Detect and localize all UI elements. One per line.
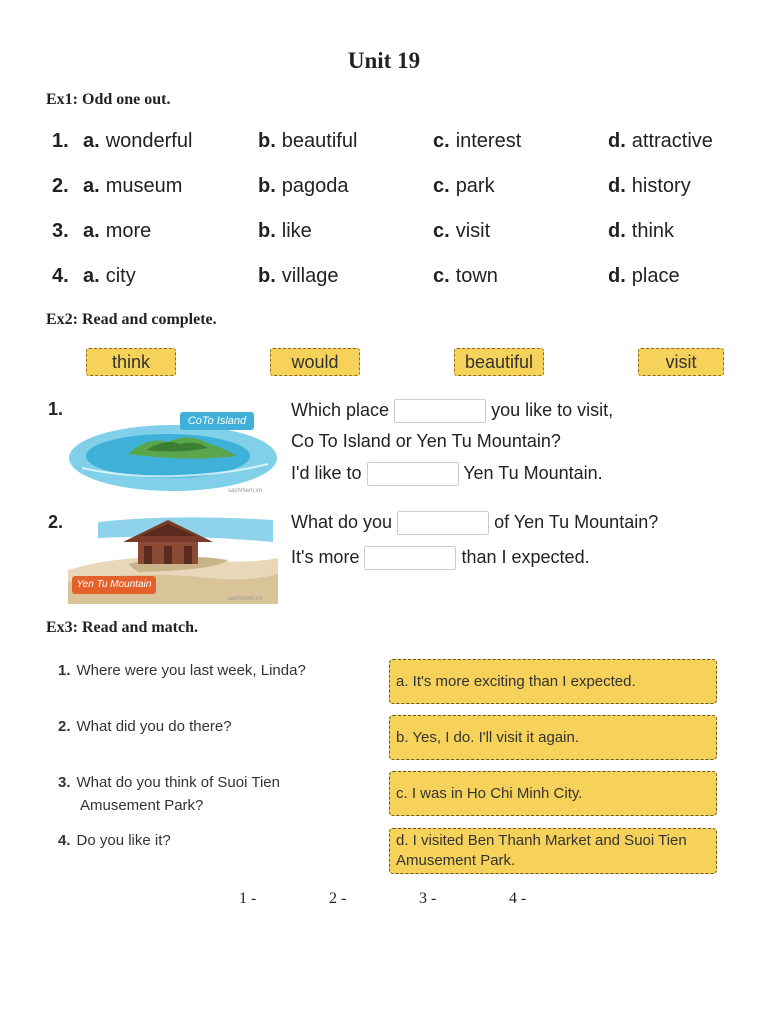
ex2-item-1-line-1: Which place you like to visit, xyxy=(291,398,613,423)
ex1-row-number: 4. xyxy=(52,265,69,287)
match-answer-d[interactable]: d. I visited Ben Thanh Market and Suoi Tien Amusement Park. xyxy=(389,828,717,874)
match-question: 3. What do you think of Suoi Tien Amusement Park? xyxy=(58,774,280,814)
answer-key-2: 2 - xyxy=(329,890,347,907)
ex1-option-b[interactable]: b. like xyxy=(258,220,312,242)
match-question: 2. What did you do there? xyxy=(58,718,232,735)
ex1-option-a[interactable]: a. museum xyxy=(83,175,183,197)
ex1-option-a[interactable]: a. city xyxy=(83,265,136,287)
ex1-option-d[interactable]: d. think xyxy=(608,220,675,242)
ex1-option-b[interactable]: b. pagoda xyxy=(258,175,349,197)
ex1-option-c[interactable]: c. park xyxy=(433,175,495,197)
word-bank-think[interactable]: think xyxy=(86,348,176,376)
image-credit: sachmem.vn xyxy=(228,488,263,494)
image-label: CoTo Island xyxy=(187,415,247,427)
ex1-option-c[interactable]: c. interest xyxy=(433,130,522,152)
answer-key-3: 3 - xyxy=(419,890,437,907)
co-to-island-image xyxy=(68,406,278,498)
yen-tu-mountain-image xyxy=(68,512,278,604)
ex1-option-a[interactable]: a. wonderful xyxy=(83,130,193,152)
match-answer-c[interactable]: c. I was in Ho Chi Minh City. xyxy=(389,771,717,816)
ex1-option-d[interactable]: d. place xyxy=(608,265,680,287)
ex1-option-b[interactable]: b. beautiful xyxy=(258,130,358,152)
page-title: Unit 19 xyxy=(347,48,421,73)
blank-input[interactable] xyxy=(364,546,456,570)
ex1-option-d[interactable]: d. history xyxy=(608,175,691,197)
match-answer-a[interactable]: a. It's more exciting than I expected. xyxy=(389,659,717,704)
ex1-row-number: 3. xyxy=(52,220,69,242)
image-credit: sachmem.vn xyxy=(228,596,263,602)
ex1-option-b[interactable]: b. village xyxy=(258,265,339,287)
match-answer-b[interactable]: b. Yes, I do. I'll visit it again. xyxy=(389,715,717,760)
ex2-item-2-line-2: It's more than I expected. xyxy=(291,545,590,570)
ex1-heading: Ex1: Odd one out. xyxy=(46,91,171,108)
ex1-row-number: 1. xyxy=(52,130,69,152)
ex2-item-1-line-2: Co To Island or Yen Tu Mountain? xyxy=(291,431,561,451)
ex2-item-number: 2. xyxy=(48,512,64,532)
answer-key-4: 4 - xyxy=(509,890,527,907)
ex1-option-a[interactable]: a. more xyxy=(83,220,152,242)
word-bank-beautiful[interactable]: beautiful xyxy=(454,348,544,376)
ex1-option-c[interactable]: c. visit xyxy=(433,220,491,242)
image-label: Yen Tu Mountain xyxy=(76,579,152,590)
blank-input[interactable] xyxy=(367,462,459,486)
ex2-item-1-line-3: I'd like to Yen Tu Mountain. xyxy=(291,461,603,486)
ex1-row-number: 2. xyxy=(52,175,69,197)
ex2-heading: Ex2: Read and complete. xyxy=(46,311,217,328)
ex1-option-d[interactable]: d. attractive xyxy=(608,130,713,152)
word-bank-visit[interactable]: visit xyxy=(638,348,724,376)
ex2-item-number: 1. xyxy=(48,399,64,419)
answer-key-1: 1 - xyxy=(239,890,257,907)
ex2-item-2-line-1: What do you of Yen Tu Mountain? xyxy=(291,510,658,535)
blank-input[interactable] xyxy=(397,511,489,535)
blank-input[interactable] xyxy=(394,399,486,423)
ex1-option-c[interactable]: c. town xyxy=(433,265,498,287)
match-question: 4. Do you like it? xyxy=(58,832,171,849)
word-bank-would[interactable]: would xyxy=(270,348,360,376)
ex3-heading: Ex3: Read and match. xyxy=(46,619,199,636)
match-question: 1. Where were you last week, Linda? xyxy=(58,662,306,679)
